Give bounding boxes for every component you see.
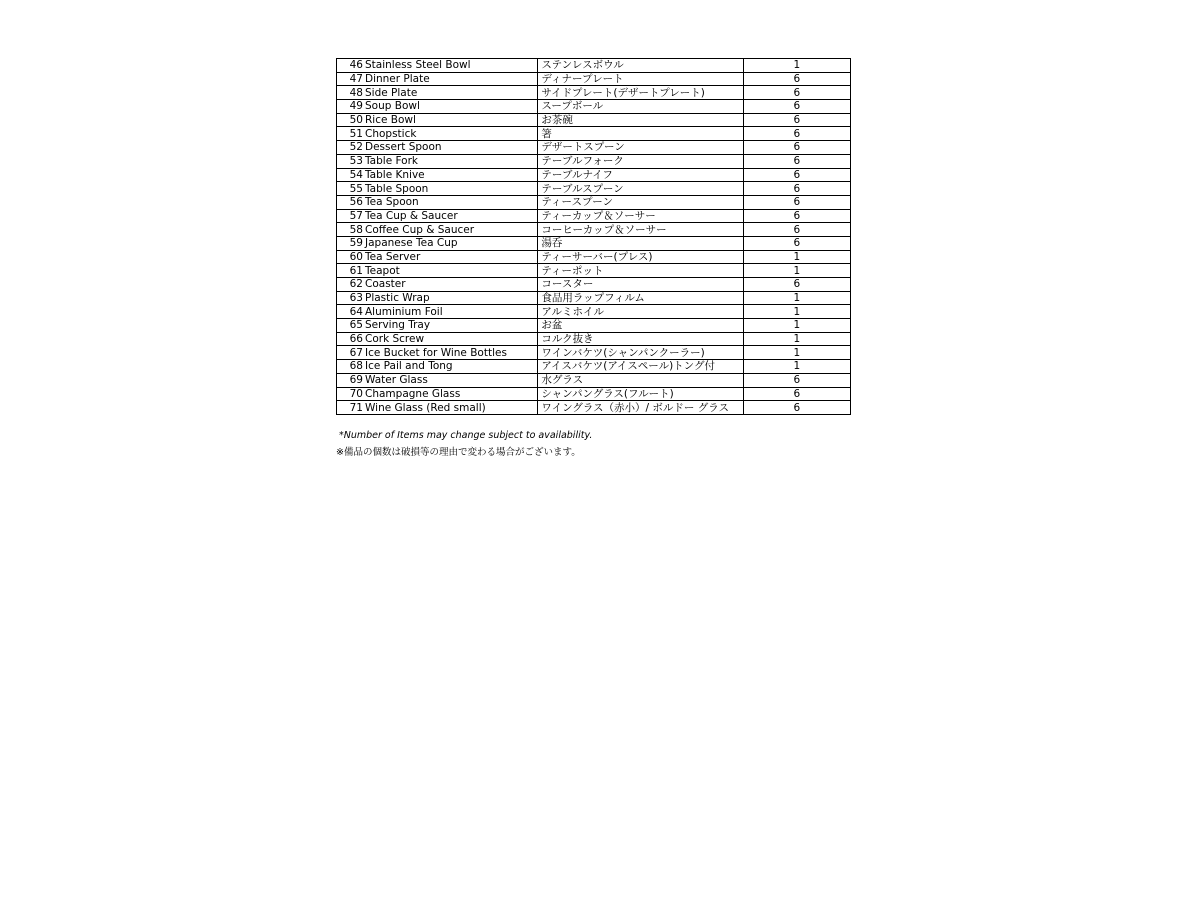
item-cell	[337, 141, 538, 155]
table-row	[337, 401, 851, 415]
item-cell	[337, 72, 538, 86]
item-name-english: Chopstick	[365, 127, 417, 140]
item-quantity: 1	[743, 319, 850, 333]
table-row	[337, 264, 851, 278]
table-row	[337, 332, 851, 346]
item-number: 54	[349, 168, 363, 181]
item-number: 69	[349, 374, 363, 387]
item-name-japanese: ティーポット	[538, 264, 743, 278]
item-quantity: 6	[743, 154, 850, 168]
item-name-japanese: スープボール	[538, 100, 743, 114]
item-quantity: 1	[743, 291, 850, 305]
item-name-english: Soup Bowl	[365, 100, 420, 113]
item-cell	[337, 59, 538, 73]
item-name-japanese: 食品用ラップフィルム	[538, 291, 743, 305]
item-name-japanese: アイスバケツ(アイスペール)トング付	[538, 360, 743, 374]
item-name-japanese: 湯呑	[538, 236, 743, 250]
item-name-english: Teapot	[365, 264, 400, 277]
item-name-japanese: テーブルフォーク	[538, 154, 743, 168]
item-cell	[337, 182, 538, 196]
item-number: 68	[349, 360, 363, 373]
table-row	[337, 291, 851, 305]
item-number: 57	[349, 209, 363, 222]
item-number: 71	[349, 401, 363, 414]
item-name-japanese: ワイングラス（赤小）/ ボルドー グラス	[538, 401, 743, 415]
item-quantity: 6	[743, 182, 850, 196]
table-row	[337, 154, 851, 168]
inventory-table-body	[337, 59, 851, 415]
inventory-table	[336, 58, 851, 415]
item-number: 50	[349, 114, 363, 127]
item-number: 67	[349, 346, 363, 359]
item-quantity: 1	[743, 346, 850, 360]
item-name-japanese: コースター	[538, 278, 743, 292]
item-number: 46	[349, 59, 363, 72]
item-number: 48	[349, 86, 363, 99]
item-cell	[337, 305, 538, 319]
item-cell	[337, 264, 538, 278]
item-name-english: Wine Glass (Red small)	[365, 401, 486, 414]
item-number: 60	[349, 250, 363, 263]
item-name-japanese: お盆	[538, 319, 743, 333]
item-number: 66	[349, 333, 363, 346]
item-number: 53	[349, 155, 363, 168]
item-quantity: 1	[743, 250, 850, 264]
item-cell	[337, 401, 538, 415]
item-quantity: 1	[743, 264, 850, 278]
item-name-japanese: 箸	[538, 127, 743, 141]
table-row	[337, 387, 851, 401]
item-number: 63	[349, 292, 363, 305]
item-name-japanese: ステンレスボウル	[538, 59, 743, 73]
item-name-japanese: アルミホイル	[538, 305, 743, 319]
item-name-japanese: デザートスプーン	[538, 141, 743, 155]
item-quantity: 6	[743, 100, 850, 114]
item-cell	[337, 291, 538, 305]
item-quantity: 6	[743, 209, 850, 223]
item-cell	[337, 86, 538, 100]
table-row	[337, 223, 851, 237]
item-quantity: 6	[743, 223, 850, 237]
item-cell	[337, 127, 538, 141]
table-row	[337, 305, 851, 319]
item-name-english: Tea Spoon	[365, 196, 419, 209]
availability-note-english: *Number of Items may change subject to availability.	[339, 430, 593, 441]
item-number: 51	[349, 127, 363, 140]
item-name-english: Table Knive	[365, 168, 425, 181]
item-name-japanese: ティースプーン	[538, 195, 743, 209]
item-quantity: 6	[743, 113, 850, 127]
item-quantity: 6	[743, 373, 850, 387]
item-name-english: Ice Pail and Tong	[365, 360, 453, 373]
item-name-japanese: サイドプレート(デザートプレート)	[538, 86, 743, 100]
table-row	[337, 59, 851, 73]
item-cell	[337, 346, 538, 360]
item-name-english: Champagne Glass	[365, 387, 461, 400]
item-cell	[337, 319, 538, 333]
item-quantity: 6	[743, 168, 850, 182]
item-quantity: 6	[743, 236, 850, 250]
table-row	[337, 86, 851, 100]
table-row	[337, 278, 851, 292]
item-cell	[337, 100, 538, 114]
item-cell	[337, 278, 538, 292]
item-cell	[337, 236, 538, 250]
table-row	[337, 168, 851, 182]
item-number: 56	[349, 196, 363, 209]
item-quantity: 6	[743, 141, 850, 155]
table-row	[337, 127, 851, 141]
item-number: 47	[349, 73, 363, 86]
item-cell	[337, 387, 538, 401]
item-name-english: Table Spoon	[365, 182, 429, 195]
item-quantity: 6	[743, 127, 850, 141]
item-name-english: Water Glass	[365, 374, 428, 387]
item-number: 61	[349, 264, 363, 277]
item-name-japanese: テーブルナイフ	[538, 168, 743, 182]
item-name-japanese: テーブルスプーン	[538, 182, 743, 196]
item-name-english: Dinner Plate	[365, 73, 430, 86]
item-cell	[337, 168, 538, 182]
item-name-japanese: ディナープレート	[538, 72, 743, 86]
item-number: 62	[349, 278, 363, 291]
item-quantity: 1	[743, 59, 850, 73]
item-quantity: 6	[743, 195, 850, 209]
item-name-japanese: シャンパングラス(フルート)	[538, 387, 743, 401]
item-name-japanese: コルク抜き	[538, 332, 743, 346]
item-quantity: 6	[743, 387, 850, 401]
item-name-english: Ice Bucket for Wine Bottles	[365, 346, 507, 359]
item-name-english: Tea Server	[365, 250, 421, 263]
item-number: 52	[349, 141, 363, 154]
item-number: 64	[349, 305, 363, 318]
item-cell	[337, 373, 538, 387]
item-name-english: Tea Cup & Saucer	[365, 209, 458, 222]
item-number: 59	[349, 237, 363, 250]
table-row	[337, 360, 851, 374]
table-row	[337, 373, 851, 387]
item-name-japanese: コーヒーカップ＆ソーサー	[538, 223, 743, 237]
item-cell	[337, 209, 538, 223]
item-cell	[337, 154, 538, 168]
item-name-english: Cork Screw	[365, 333, 425, 346]
item-name-english: Rice Bowl	[365, 114, 416, 127]
item-cell	[337, 250, 538, 264]
item-name-japanese: ティーカップ＆ソーサー	[538, 209, 743, 223]
item-name-japanese: ティーサーバー(プレス)	[538, 250, 743, 264]
table-row	[337, 236, 851, 250]
table-row	[337, 195, 851, 209]
item-name-english: Dessert Spoon	[365, 141, 442, 154]
item-name-english: Stainless Steel Bowl	[365, 59, 471, 72]
item-name-japanese: 水グラス	[538, 373, 743, 387]
table-row	[337, 250, 851, 264]
availability-note-japanese: ※備品の個数は破損等の理由で変わる場合がございます。	[336, 447, 581, 458]
item-name-english: Aluminium Foil	[365, 305, 443, 318]
item-name-english: Table Fork	[365, 155, 418, 168]
item-quantity: 6	[743, 401, 850, 415]
table-row	[337, 100, 851, 114]
item-name-japanese: お茶碗	[538, 113, 743, 127]
item-number: 55	[349, 182, 363, 195]
table-row	[337, 72, 851, 86]
item-number: 65	[349, 319, 363, 332]
item-name-english: Japanese Tea Cup	[365, 237, 458, 250]
item-cell	[337, 223, 538, 237]
table-row	[337, 182, 851, 196]
table-row	[337, 319, 851, 333]
item-quantity: 1	[743, 360, 850, 374]
item-cell	[337, 332, 538, 346]
table-row	[337, 209, 851, 223]
item-cell	[337, 360, 538, 374]
table-row	[337, 113, 851, 127]
item-name-english: Coaster	[365, 278, 406, 291]
item-name-english: Coffee Cup & Saucer	[365, 223, 475, 236]
table-row	[337, 346, 851, 360]
item-quantity: 6	[743, 72, 850, 86]
item-quantity: 1	[743, 305, 850, 319]
table-row	[337, 141, 851, 155]
item-number: 70	[349, 387, 363, 400]
item-name-english: Serving Tray	[365, 319, 431, 332]
item-name-japanese: ワインバケツ(シャンパンクーラー)	[538, 346, 743, 360]
item-cell	[337, 113, 538, 127]
item-name-english: Side Plate	[365, 86, 418, 99]
item-number: 58	[349, 223, 363, 236]
item-quantity: 6	[743, 278, 850, 292]
item-name-english: Plastic Wrap	[365, 292, 430, 305]
item-quantity: 6	[743, 86, 850, 100]
item-cell	[337, 195, 538, 209]
item-quantity: 1	[743, 332, 850, 346]
item-number: 49	[349, 100, 363, 113]
